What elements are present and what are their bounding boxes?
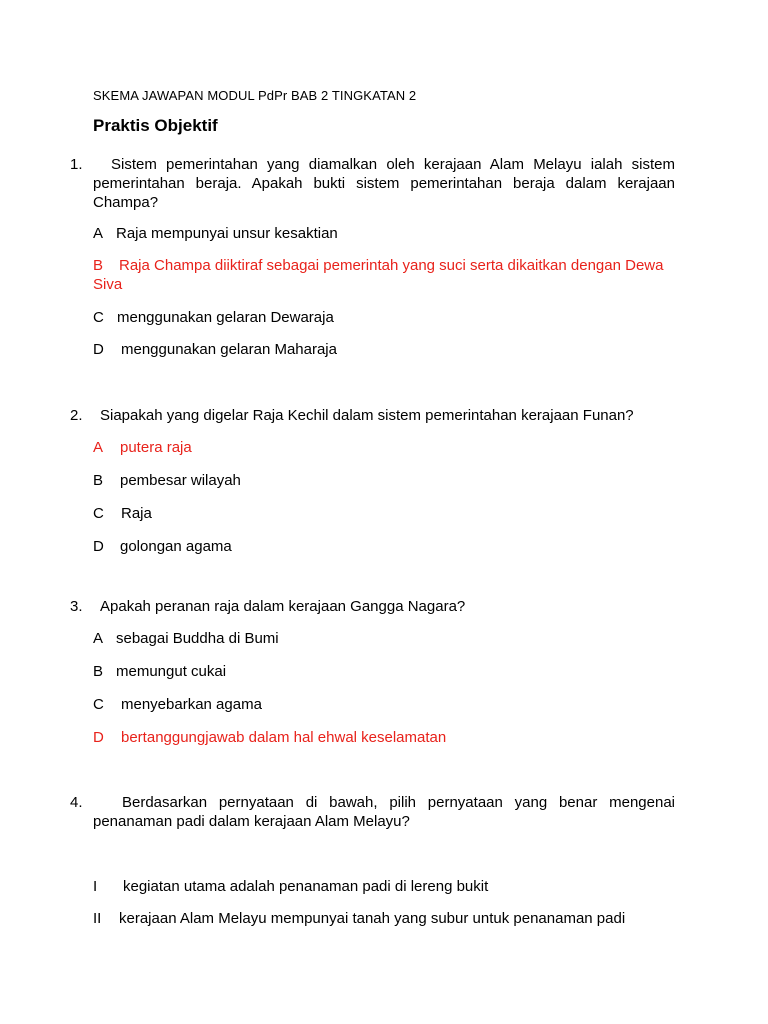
option-letter: A bbox=[93, 225, 104, 242]
q1-option-d bbox=[93, 340, 683, 359]
option-text: menggunakan gelaran Maharaja bbox=[121, 341, 337, 358]
q3-option-c bbox=[93, 695, 683, 714]
q2-option-c bbox=[93, 504, 683, 523]
question-text-4: Berdasarkan pernyataan di bawah, pilih pernyataan yang benar mengenai penanaman padi dalam kerajaan Alam Melayu? bbox=[93, 794, 675, 830]
option-letter: D bbox=[93, 729, 104, 746]
option-letter: D bbox=[93, 341, 104, 358]
option-letter: A bbox=[93, 630, 104, 647]
q3-option-b bbox=[93, 662, 683, 681]
statement-numeral: II bbox=[93, 910, 102, 927]
option-letter: B bbox=[93, 663, 104, 680]
question-text-3: Apakah peranan raja dalam kerajaan Gangga Nagara? bbox=[100, 598, 466, 615]
option-text: putera raja bbox=[120, 439, 192, 456]
option-text: sebagai Buddha di Bumi bbox=[116, 630, 279, 647]
q2-option-b bbox=[93, 471, 683, 490]
question-text-2: Siapakah yang digelar Raja Kechil dalam sistem pemerintahan kerajaan Funan? bbox=[100, 407, 634, 424]
question-text-1: Sistem pemerintahan yang diamalkan oleh kerajaan Alam Melayu ialah sistem pemerintahan beraja. Apakah bukti sistem pemerintahan beraja dalam kerajaan Champa? bbox=[93, 156, 675, 211]
option-letter: D bbox=[93, 538, 104, 555]
option-letter: B bbox=[93, 472, 104, 489]
q2-option-d bbox=[93, 537, 683, 556]
document-header: SKEMA JAWAPAN MODUL PdPr BAB 2 TINGKATAN 2 bbox=[93, 88, 417, 103]
option-text: Raja Champa diiktiraf sebagai pemerintah yang suci serta dikaitkan dengan Dewa Siva bbox=[93, 257, 664, 293]
option-text: bertanggungjawab dalam hal ehwal keselamatan bbox=[121, 729, 447, 746]
option-letter: B bbox=[93, 257, 104, 274]
option-text: pembesar wilayah bbox=[120, 472, 241, 489]
question-number-4: 4. bbox=[70, 794, 83, 811]
question-number-3: 3. bbox=[70, 598, 83, 615]
option-letter: C bbox=[93, 696, 104, 713]
statement-text: kegiatan utama adalah penanaman padi di lereng bukit bbox=[123, 878, 489, 895]
option-letter: C bbox=[93, 505, 104, 522]
option-text: golongan agama bbox=[120, 538, 232, 555]
q4-statement-i bbox=[93, 877, 683, 896]
question-number-2: 2. bbox=[70, 407, 83, 424]
q1-option-b-correct bbox=[93, 256, 683, 294]
question-number-1: 1. bbox=[70, 156, 83, 173]
statement-text: kerajaan Alam Melayu mempunyai tanah yang subur untuk penanaman padi bbox=[119, 910, 626, 927]
option-text: Raja mempunyai unsur kesaktian bbox=[116, 225, 338, 242]
option-letter: C bbox=[93, 309, 104, 326]
q1-option-a bbox=[93, 224, 683, 243]
q3-option-d-correct bbox=[93, 728, 683, 747]
q3-option-a bbox=[93, 629, 683, 648]
statement-numeral: I bbox=[93, 878, 98, 895]
option-letter: A bbox=[93, 439, 104, 456]
option-text: menyebarkan agama bbox=[121, 696, 262, 713]
q1-option-c bbox=[93, 308, 683, 327]
q4-statement-ii bbox=[93, 909, 683, 928]
option-text: menggunakan gelaran Dewaraja bbox=[117, 309, 334, 326]
q2-option-a-correct bbox=[93, 438, 683, 457]
option-text: Raja bbox=[121, 505, 152, 522]
option-text: memungut cukai bbox=[116, 663, 227, 680]
section-title: Praktis Objektif bbox=[93, 116, 218, 135]
